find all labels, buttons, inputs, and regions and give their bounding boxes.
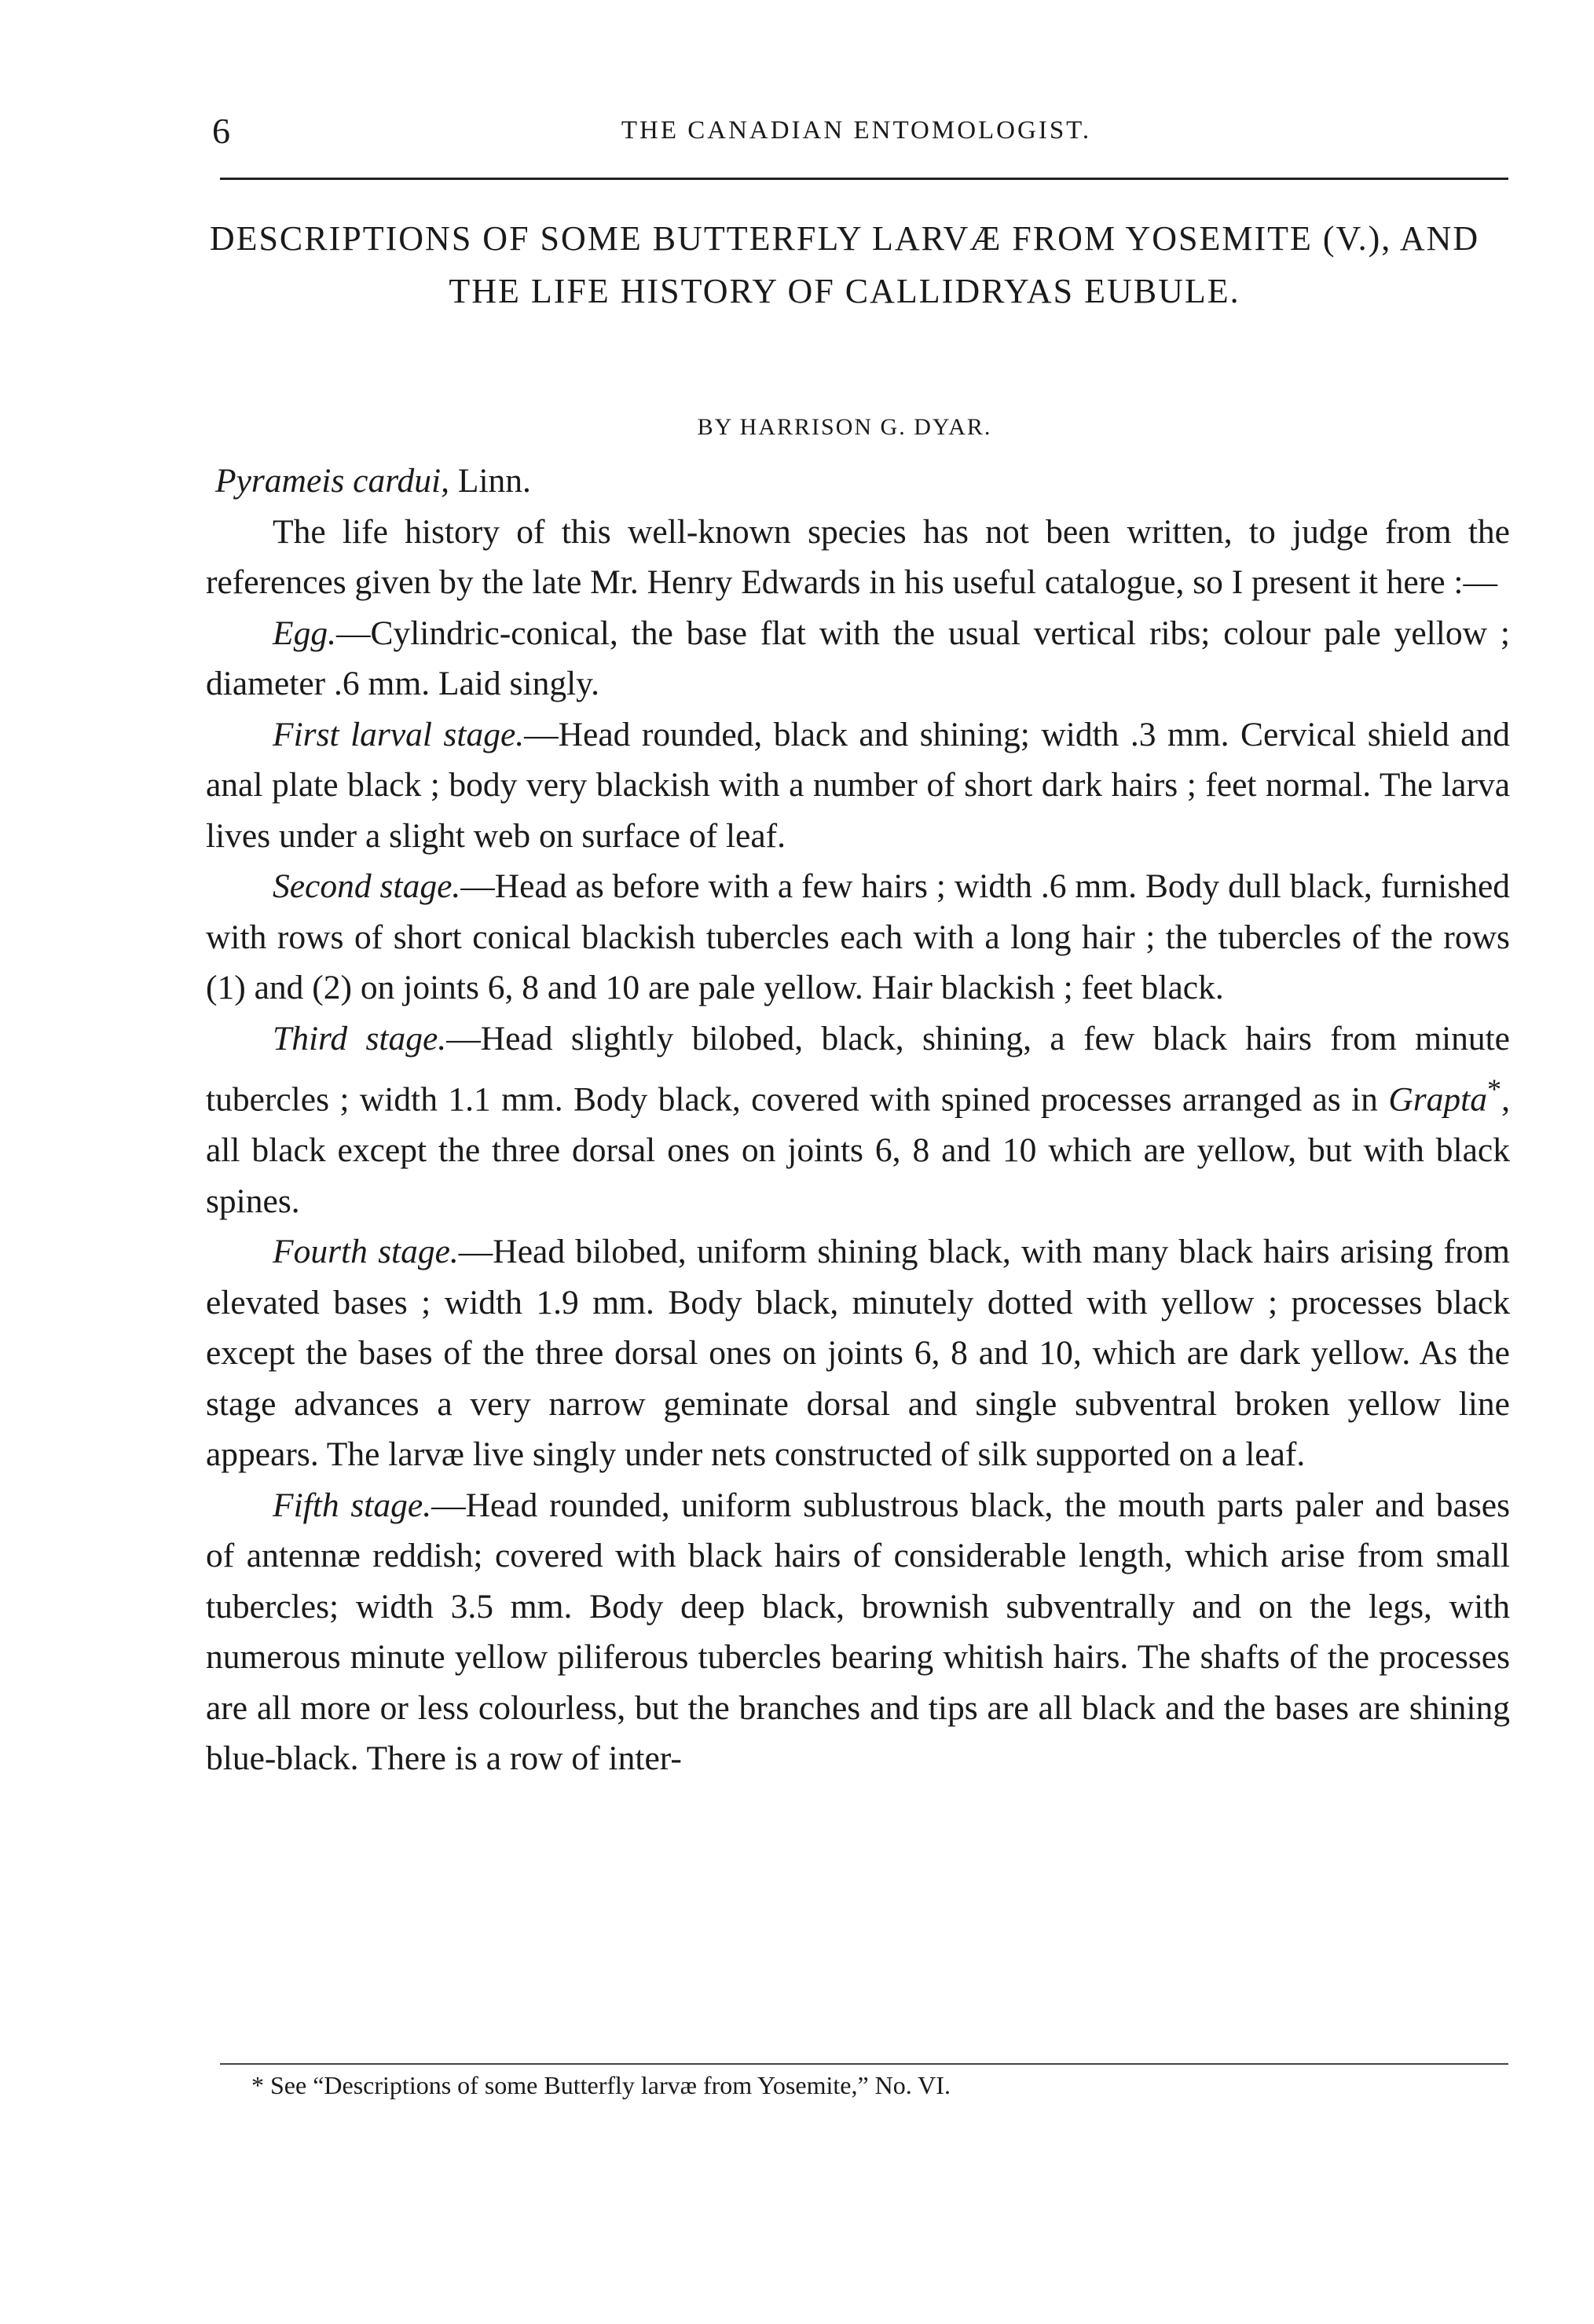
- page-number: 6: [212, 111, 230, 151]
- paragraph-fourth-stage: [206, 1226, 1510, 1480]
- paragraph-lead: Fifth stage.: [273, 1486, 432, 1524]
- footnote-marker: *: [1487, 1073, 1502, 1105]
- paragraph-text: —Cylindric-conical, the base flat with the usual vertical ribs; colour pale yellow ; diameter .6 mm. Laid singly.: [206, 614, 1510, 702]
- paragraph-text: —Head rounded, uniform sublustrous black, the mouth parts paler and bases of antennæ reddish; covered with black hairs of considerable length, which arise from small tubercles; width 3.5 mm. Body deep black, brownish subventrally and on the legs, with numerous minute yellow piliferous tubercles bearing whitish hairs. The shafts of the processes are all more or less colourless, but the branches and tips are all black and the bases are shining blue-black. There is a row of inter-: [206, 1486, 1510, 1777]
- paragraph-third-stage: [206, 1014, 1510, 1227]
- paragraph-lead: Fourth stage.: [273, 1233, 459, 1270]
- header-rule: [220, 178, 1508, 180]
- genus-name: Grapta: [1388, 1080, 1487, 1119]
- species-name: Pyrameis cardui,: [215, 462, 450, 500]
- paragraph-text: —Head rounded, black and shining; width .3 mm. Cervical shield and anal plate black ; body very blackish with a number of short dark hairs ; feet normal. The larva lives under a slight web on surface of leaf.: [206, 715, 1510, 855]
- footnote-rule: [220, 2063, 1508, 2065]
- species-heading: [206, 456, 1510, 507]
- paragraph-first-stage: [206, 709, 1510, 862]
- paragraph-lead: Egg.: [273, 614, 336, 652]
- page-header: [212, 110, 1501, 157]
- paragraph-second-stage: [206, 861, 1510, 1014]
- paragraph-lead: First larval stage.: [273, 715, 525, 753]
- article-body: [206, 456, 1510, 1784]
- paragraph-text: The life history of this well-known species has not been written, to judge from the references given by the late Mr. Henry Edwards in his useful catalogue, so I present it here :—: [206, 512, 1510, 601]
- paragraph-text: —Head bilobed, uniform shining black, with many black hairs arising from elevated bases ; width 1.9 mm. Body black, minutely dotted with yellow ; processes black except the bases of the three dorsal ones on joints 6, 8 and 10, which are dark yellow. As the stage advances a very narrow geminate dorsal and single subventral broken yellow line appears. The larvæ live singly under nets constructed of silk supported on a leaf.: [206, 1233, 1510, 1473]
- paragraph-lead: Second stage.: [273, 867, 461, 905]
- paragraph-fifth-stage: [206, 1480, 1510, 1784]
- paragraph-intro: [206, 507, 1510, 608]
- footnote: * See “Descriptions of some Butterfly larvæ from Yosemite,” No. VI.: [251, 2071, 951, 2099]
- article-byline: BY HARRISON G. DYAR.: [697, 414, 992, 440]
- running-head: THE CANADIAN ENTOMOLOGIST.: [621, 116, 1092, 145]
- paragraph-text: —Head as before with a few hairs ; width .6 mm. Body dull black, furnished with rows of short conical blackish tubercles each with a long hair ; the tubercles of the rows (1) and (2) on joints 6, 8 and 10 are pale yellow. Hair blackish ; feet black.: [206, 867, 1511, 1006]
- paragraph-egg: [206, 608, 1510, 709]
- paragraph-lead: Third stage.: [273, 1019, 447, 1058]
- species-author: Linn.: [449, 462, 531, 500]
- paragraph-text-continued: , all black except the three dorsal ones on joints 6, 8 and 10 which are yellow, but with black spines.: [206, 1080, 1510, 1220]
- article-title: DESCRIPTIONS OF SOME BUTTERFLY LARVÆ FROM YOSEMITE (V.), AND THE LIFE HISTORY OF CALLIDRYAS EUBULE.: [209, 219, 1480, 310]
- paragraph-text: —Head slightly bilobed, black, shining, a few black hairs from minute tubercles ; width 1.1 mm. Body black, covered with spined processes arranged as in: [206, 1019, 1510, 1119]
